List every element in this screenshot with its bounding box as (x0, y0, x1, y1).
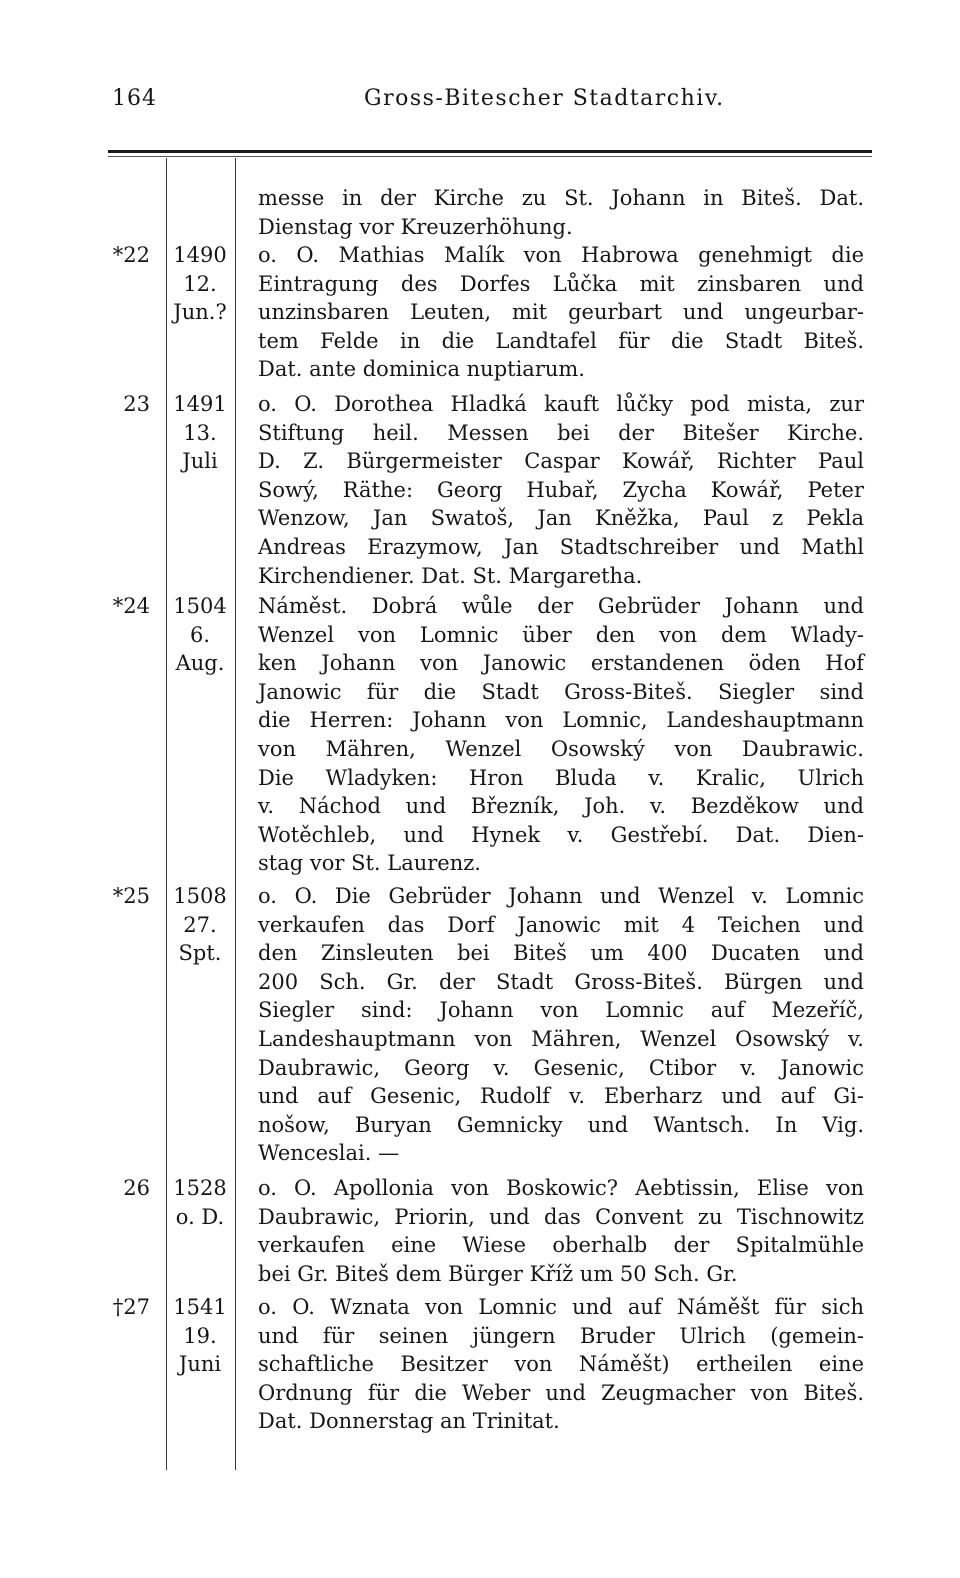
text-line: Wenzow, Jan Swatoš, Jan Kněžka, Paul z Pekla (258, 506, 864, 531)
date-line: o. D. (175, 1204, 225, 1229)
text-line: und auf Gesenic, Rudolf v. Eberharz und auf Gi- (258, 1084, 864, 1109)
entry-date (166, 882, 234, 968)
header-rule-thick (108, 150, 872, 153)
entry-number: 26 (123, 1176, 150, 1200)
entry-number: 23 (123, 392, 150, 416)
text-line: Eintragung des Dorfes Lůčka mit zinsbaren und (258, 271, 864, 296)
text-line: messe in der Kirche zu St. Johann in Biteš. Dat. (258, 186, 864, 210)
text-line: schaftliche Besitzer von Náměšt) ertheilen eine (258, 1352, 864, 1377)
text-line: Daubrawic, Priorin, und das Convent zu Tischnowitz (258, 1204, 864, 1229)
entry-date (166, 241, 234, 327)
entry-text (258, 184, 864, 241)
text-line: von Mähren, Wenzel Osowský von Daubrawic. (258, 736, 864, 761)
text-line: o. O. Apollonia von Boskowic? Aebtissin, Elise von (258, 1176, 864, 1200)
text-line: bei Gr. Biteš dem Bürger Kříž um 50 Sch. Gr. (258, 1261, 738, 1286)
text-line: Siegler sind: Johann von Lomnic auf Mezeříč, (258, 998, 864, 1023)
text-line: v. Náchod und Březník, Joh. v. Bezděkow und (258, 794, 864, 819)
text-line: Andreas Erazymow, Jan Stadtschreiber und Mathl (258, 534, 864, 559)
date-line: 19. (183, 1323, 217, 1348)
text-line: Náměst. Dobrá wůle der Gebrüder Johann und (258, 594, 864, 618)
date-line: 1508 (173, 884, 227, 908)
text-line: Wotěchleb, und Hynek v. Gestřebí. Dat. Dien- (258, 822, 864, 847)
entry-date (166, 592, 234, 678)
header-rule-thin (108, 156, 872, 157)
text-line: Landeshauptmann von Mähren, Wenzel Osowský v. (258, 1026, 864, 1051)
text-line: ken Johann von Janowic erstandenen öden Hof (258, 651, 864, 676)
text-line: den Zinsleuten bei Biteš um 400 Ducaten und (258, 941, 864, 966)
text-line: o. O. Die Gebrüder Johann und Wenzel v. Lomnic (258, 884, 864, 908)
entry-date (166, 390, 234, 476)
entry-text (258, 1293, 864, 1436)
date-line: 6. (189, 622, 211, 647)
text-line: tem Felde in die Landtafel für die Stadt Biteš. (258, 328, 864, 353)
text-line: Ordnung für die Weber und Zeugmacher von Biteš. (258, 1380, 864, 1405)
entry-number: †27 (112, 1295, 150, 1319)
text-line: Wenzel von Lomnic über den von dem Wlady- (258, 622, 864, 647)
text-line: verkaufen eine Wiese oberhalb der Spitalmühle (258, 1233, 864, 1258)
entry-date (166, 1174, 234, 1231)
date-line: 1490 (173, 243, 227, 267)
entry-number: *25 (112, 884, 150, 908)
entry-text (258, 1174, 864, 1288)
date-line: 1541 (173, 1295, 227, 1319)
entry-number: *22 (112, 243, 150, 267)
text-line: Stiftung heil. Messen bei der Bitešer Kirche. (258, 420, 864, 445)
text-line: stag vor St. Laurenz. (258, 851, 481, 876)
running-title: Gross-Bitescher Stadtarchiv. (364, 86, 725, 111)
text-line: Daubrawic, Georg v. Gesenic, Ctibor v. Janowic (258, 1055, 864, 1080)
date-line: Juli (182, 449, 218, 474)
page-number: 164 (112, 86, 157, 111)
column-divider-left (166, 158, 167, 1470)
text-line: Kirchendiener. Dat. St. Margaretha. (258, 563, 643, 588)
text-line: Die Wladyken: Hron Bluda v. Kralic, Ulrich (258, 765, 864, 790)
text-line: o. O. Dorothea Hladká kauft lůčky pod mista, zur (258, 392, 864, 416)
date-line: 1491 (173, 392, 227, 416)
date-line: 27. (183, 912, 217, 937)
text-line: die Herren: Johann von Lomnic, Landeshauptmann (258, 708, 864, 733)
text-line: o. O. Mathias Malík von Habrowa genehmigt die (258, 243, 864, 267)
date-line: 1504 (173, 594, 227, 618)
text-line: Sowý, Räthe: Georg Hubař, Zycha Kowář, Peter (258, 477, 864, 502)
entry-number: *24 (112, 594, 150, 618)
date-line: Juni (178, 1352, 222, 1377)
text-line: Dienstag vor Kreuzerhöhung. (258, 214, 573, 239)
date-line: Jun.? (173, 300, 227, 325)
date-line: 13. (183, 420, 217, 445)
column-divider-right (235, 158, 236, 1470)
text-line: verkaufen das Dorf Janowic mit 4 Teichen und (258, 912, 864, 937)
date-line: Spt. (178, 941, 222, 966)
text-line: D. Z. Bürgermeister Caspar Kowář, Richter Paul (258, 449, 864, 474)
entry-text (258, 390, 864, 590)
entry-text (258, 592, 864, 878)
date-line: Aug. (175, 651, 225, 676)
entry-text (258, 882, 864, 1168)
text-line: und für seinen jüngern Bruder Ulrich (gemein- (258, 1323, 864, 1348)
text-line: Wenceslai. — (258, 1141, 400, 1166)
text-line: Dat. Donnerstag an Trinitat. (258, 1409, 560, 1434)
text-line: Janowic für die Stadt Gross-Biteš. Siegler sind (258, 679, 864, 704)
entry-date (166, 1293, 234, 1379)
date-line: 1528 (173, 1176, 227, 1200)
text-line: nošow, Buryan Gemnicky und Wantsch. In Vig. (258, 1112, 864, 1137)
entry-text (258, 241, 864, 384)
text-line: 200 Sch. Gr. der Stadt Gross-Biteš. Bürgen und (258, 969, 864, 994)
text-line: unzinsbaren Leuten, mit geurbart und ungeurbar- (258, 300, 864, 325)
text-line: Dat. ante dominica nuptiarum. (258, 357, 585, 382)
page-header (112, 86, 872, 120)
date-line: 12. (183, 271, 217, 296)
text-line: o. O. Wznata von Lomnic und auf Náměšt für sich (258, 1295, 864, 1319)
